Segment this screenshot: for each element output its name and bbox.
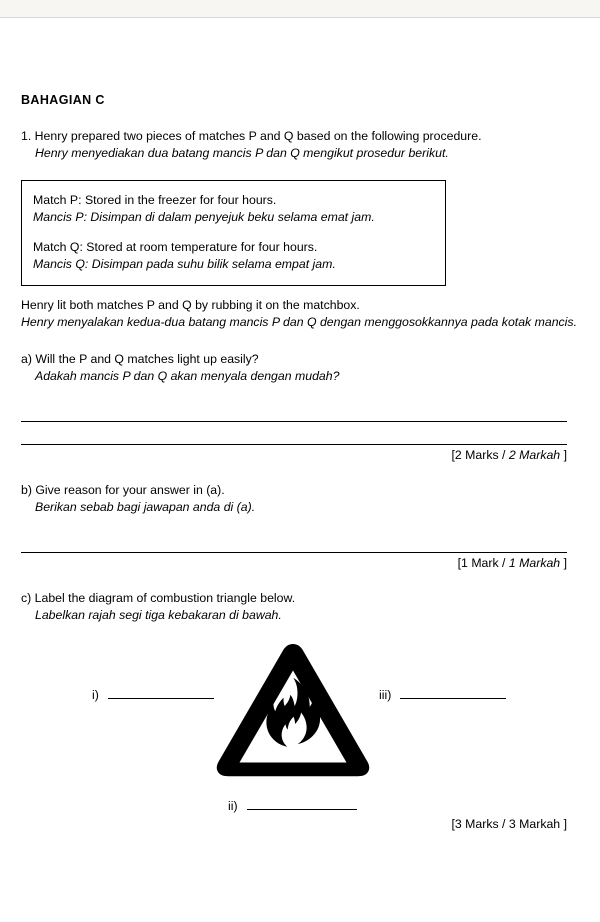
part-b-marks-italic: 1 Markah — [508, 556, 561, 570]
procedure-match-p — [33, 192, 434, 226]
part-b-answer-area[interactable] — [21, 530, 579, 553]
part-c-marks-row — [21, 817, 567, 837]
answer-line[interactable] — [21, 530, 567, 553]
answer-line[interactable] — [21, 422, 567, 445]
part-c-marks-italic: 3 Markah — [508, 817, 561, 831]
combustion-triangle-diagram — [21, 640, 567, 815]
answer-line[interactable] — [21, 399, 567, 422]
part-a-marks-prefix: [2 Marks / — [451, 448, 509, 462]
part-a-question-malay: Adakah mancis P dan Q akan menyala dengan mudah? — [35, 369, 340, 383]
diagram-blank-i[interactable] — [108, 687, 214, 699]
procedure-match-q-english: Match Q: Stored at room temperature for four hours. — [33, 240, 318, 254]
post-box-paragraph — [21, 297, 579, 331]
part-c-marks-prefix: [3 Marks / — [451, 817, 509, 831]
part-a — [21, 351, 579, 462]
diagram-label-ii[interactable] — [228, 798, 357, 813]
part-a-marks-italic: 2 Markah — [508, 448, 561, 462]
diagram-label-iii[interactable] — [379, 687, 506, 702]
procedure-box — [21, 180, 446, 286]
part-c-marks — [451, 817, 567, 831]
part-b — [21, 482, 579, 570]
procedure-match-q — [33, 239, 434, 273]
question-stem — [21, 128, 579, 162]
part-c-marks-suffix: ] — [560, 817, 567, 831]
section-heading: BAHAGIAN C — [21, 93, 105, 107]
part-b-question-malay: Berikan sebab bagi jawapan anda di (a). — [35, 500, 256, 514]
part-b-marks-prefix: [1 Mark / — [457, 556, 509, 570]
part-c-question-malay: Labelkan rajah segi tiga kebakaran di bawah. — [35, 608, 282, 622]
diagram-blank-iii[interactable] — [400, 687, 506, 699]
part-b-marks-suffix: ] — [560, 556, 567, 570]
part-b-question-english: b) Give reason for your answer in (a). — [21, 483, 225, 497]
diagram-label-ii-text: ii) — [228, 799, 238, 813]
part-a-marks-suffix: ] — [560, 448, 567, 462]
question-stem-malay: Henry menyediakan dua batang mancis P dan Q mengikut prosedur berikut. — [35, 146, 449, 160]
question-stem-english: 1. Henry prepared two pieces of matches P and Q based on the following procedure. — [21, 129, 482, 143]
viewer-top-bar — [0, 0, 600, 18]
post-box-malay: Henry menyalakan kedua-dua batang mancis P dan Q dengan menggosokkannya pada kotak mancis. — [21, 315, 577, 329]
diagram-blank-ii[interactable] — [247, 798, 357, 810]
diagram-label-iii-text: iii) — [379, 688, 392, 702]
document-page — [0, 93, 600, 922]
flammable-hazard-triangle-icon — [213, 640, 373, 782]
part-b-marks — [21, 556, 567, 570]
part-c — [21, 590, 579, 837]
diagram-label-i-text: i) — [92, 688, 99, 702]
procedure-match-p-english: Match P: Stored in the freezer for four hours. — [33, 193, 277, 207]
part-a-answer-area[interactable] — [21, 399, 579, 445]
procedure-match-q-malay: Mancis Q: Disimpan pada suhu bilik selama empat jam. — [33, 257, 336, 271]
part-c-question-english: c) Label the diagram of combustion triangle below. — [21, 591, 296, 605]
diagram-label-i[interactable] — [92, 687, 214, 702]
procedure-match-p-malay: Mancis P: Disimpan di dalam penyejuk beku selama emat jam. — [33, 210, 375, 224]
part-a-marks — [21, 448, 567, 462]
post-box-english: Henry lit both matches P and Q by rubbing it on the matchbox. — [21, 298, 360, 312]
part-a-question-english: a) Will the P and Q matches light up easily? — [21, 352, 259, 366]
